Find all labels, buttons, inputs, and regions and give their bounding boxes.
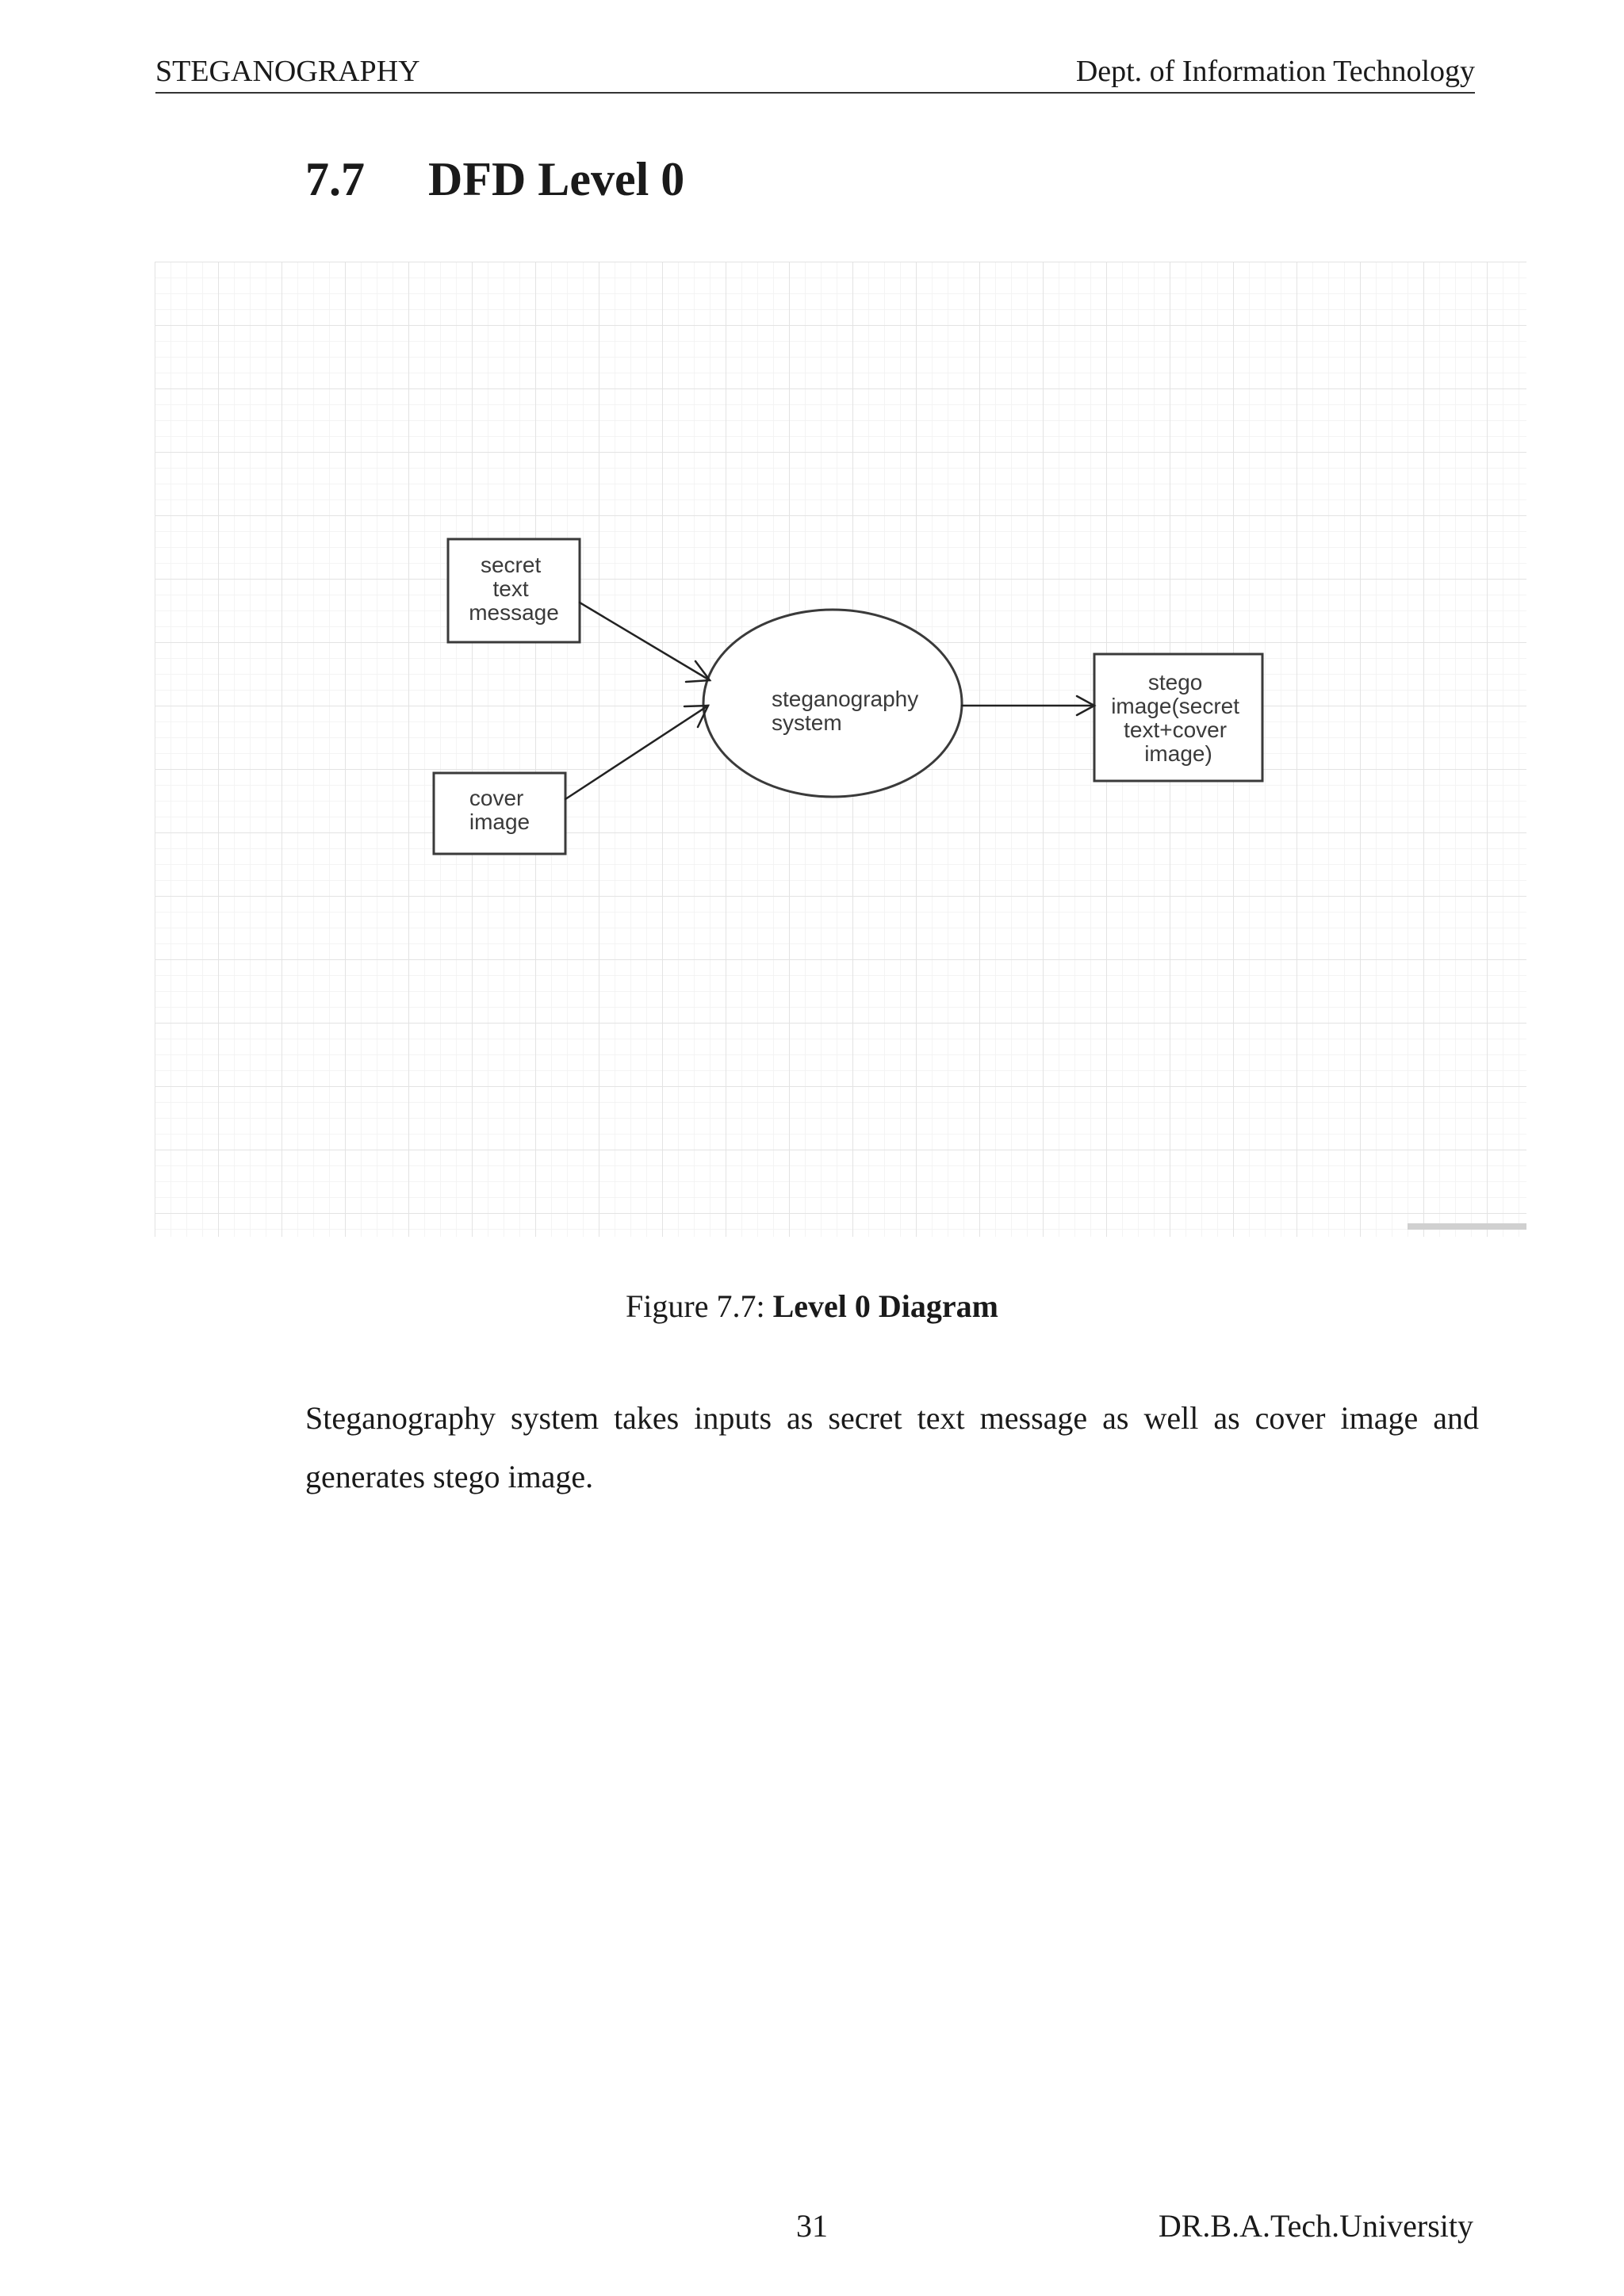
entity-cover-image <box>434 773 565 854</box>
section-heading <box>305 151 684 208</box>
figure-caption <box>0 1286 1624 1327</box>
footer-university: DR.B.A.Tech.University <box>1158 2208 1473 2244</box>
entity-output-line-2: image(secret <box>1111 694 1240 718</box>
process-line-2: system <box>772 710 842 735</box>
entity-output-line-1: stego <box>1147 670 1203 695</box>
entity-cover-line-2: image <box>469 809 530 834</box>
body-paragraph: Steganography system takes inputs as secret text message as well as cover image and generates stego image. <box>305 1400 1479 1494</box>
entity-stego-image <box>1094 654 1262 781</box>
entity-cover-line-1: cover <box>469 786 524 810</box>
entity-output-line-4: image) <box>1144 741 1212 766</box>
running-header <box>155 51 1475 94</box>
figure-label: Figure 7.7: <box>626 1288 765 1324</box>
header-left-title: STEGANOGRAPHY <box>155 55 420 88</box>
dfd-diagram <box>155 262 1526 1237</box>
entity-secret-line-1: secret <box>480 553 542 577</box>
entity-secret-line-2: text <box>492 576 529 601</box>
entity-output-line-3: text+cover <box>1124 718 1228 742</box>
page-number: 31 <box>796 2208 828 2244</box>
entity-cover-label <box>469 786 530 834</box>
entity-secret-line-3: message <box>469 600 559 625</box>
header-right-department: Dept. of Information Technology <box>1075 55 1475 88</box>
dfd-level0-figure <box>155 262 1526 1237</box>
entity-secret-text-message <box>448 539 580 642</box>
scrollbar-remnant <box>1408 1223 1526 1230</box>
section-number: 7.7 <box>305 153 365 205</box>
section-title: DFD Level 0 <box>428 153 685 205</box>
process-steganography-system <box>703 610 962 797</box>
figure-title: Level 0 Diagram <box>772 1288 998 1324</box>
process-line-1: steganography <box>772 687 919 711</box>
